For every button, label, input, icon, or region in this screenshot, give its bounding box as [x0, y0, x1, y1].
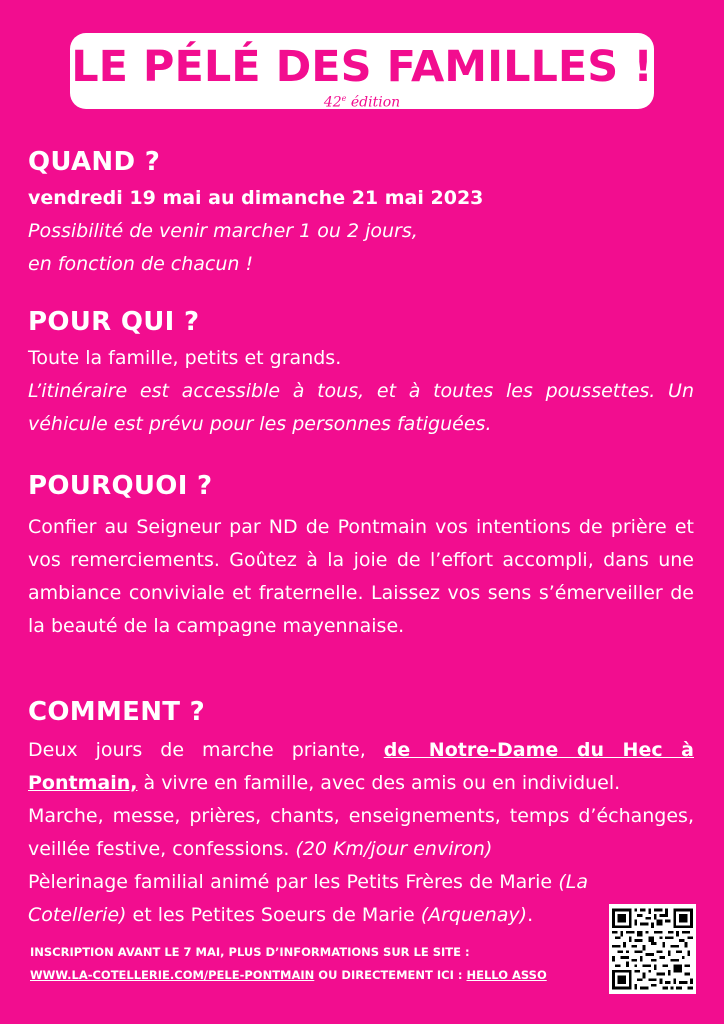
- comment-paragraph-2: [28, 800, 694, 866]
- section-comment: [28, 696, 694, 932]
- comment-p3-arquenay: (Arquenay): [420, 904, 528, 926]
- pourquoi-text: Confier au Seigneur par ND de Pontmain vos intentions de prière et vos remerciements. Goûtez à la joie de l’effort accompli, dans une ambiance conviviale et fraternelle. Laissez vos sens s’émerveiller de la beauté de la campagne mayennaise.: [28, 516, 694, 637]
- comment-p2-distance: (20 Km/jour environ): [295, 838, 493, 860]
- title-banner: [70, 33, 654, 109]
- edition-label: [70, 91, 654, 111]
- footer-line-1: INSCRIPTION AVANT LE 7 MAI, PLUS D’INFORMATIONS SUR LE SITE :: [30, 945, 470, 959]
- edition-word: édition: [350, 94, 401, 111]
- quand-dates: vendredi 19 mai au dimanche 21 mai 2023: [28, 187, 484, 209]
- qr-code-icon[interactable]: [609, 904, 696, 994]
- comment-p1-start: Deux jours de marche priante,: [28, 739, 384, 761]
- comment-p3-start: Pèlerinage familial animé par les Petits Frères de Marie: [28, 871, 559, 893]
- comment-p3-end: .: [527, 904, 534, 926]
- pour-qui-line-2: L’itinéraire est accessible à tous, et à toutes les poussettes. Un véhicule est prévu pour les personnes fatiguées.: [28, 380, 694, 435]
- qr-code-graphic: [612, 907, 693, 991]
- edition-sup: e: [341, 94, 347, 103]
- comment-p3-cotellerie: (La Cotellerie): [28, 871, 588, 926]
- comment-p1-end: à vivre en famille, avec des amis ou en individuel.: [137, 772, 621, 794]
- heading-quand: QUAND ?: [28, 147, 161, 177]
- edition-number: 42: [323, 94, 342, 111]
- comment-paragraph-1: [28, 734, 694, 800]
- footer-line-2: [30, 964, 600, 987]
- comment-paragraph-3: [28, 866, 588, 932]
- comment-p3-mid: et les Petites Soeurs de Marie: [126, 904, 421, 926]
- quand-note-2: en fonction de chacun !: [28, 253, 254, 275]
- heading-comment: COMMENT ?: [28, 697, 206, 727]
- site-link[interactable]: WWW.LA-COTELLERIE.COM/PELE-PONTMAIN: [30, 968, 315, 982]
- route-link[interactable]: de Notre-Dame du Hec à Pontmain,: [28, 739, 694, 794]
- comment-p2-start: Marche, messe, prières, chants, enseignements, temps d’échanges, veillée festive, confessions.: [28, 805, 694, 860]
- pour-qui-line-1: Toute la famille, petits et grands.: [28, 347, 342, 369]
- heading-pour-qui: POUR QUI ?: [28, 307, 200, 337]
- section-pourquoi: [28, 470, 694, 643]
- section-pour-qui: [28, 306, 694, 441]
- page-title: LE PÉLÉ DES FAMILLES !: [71, 42, 653, 92]
- footer-info: [30, 941, 600, 987]
- section-quand: [28, 146, 694, 281]
- hello-asso-link[interactable]: HELLO ASSO: [466, 968, 547, 982]
- heading-pourquoi: POURQUOI ?: [28, 471, 213, 501]
- footer-middle: OU DIRECTEMENT ICI :: [314, 968, 467, 982]
- quand-note-1: Possibilité de venir marcher 1 ou 2 jours,: [28, 220, 418, 242]
